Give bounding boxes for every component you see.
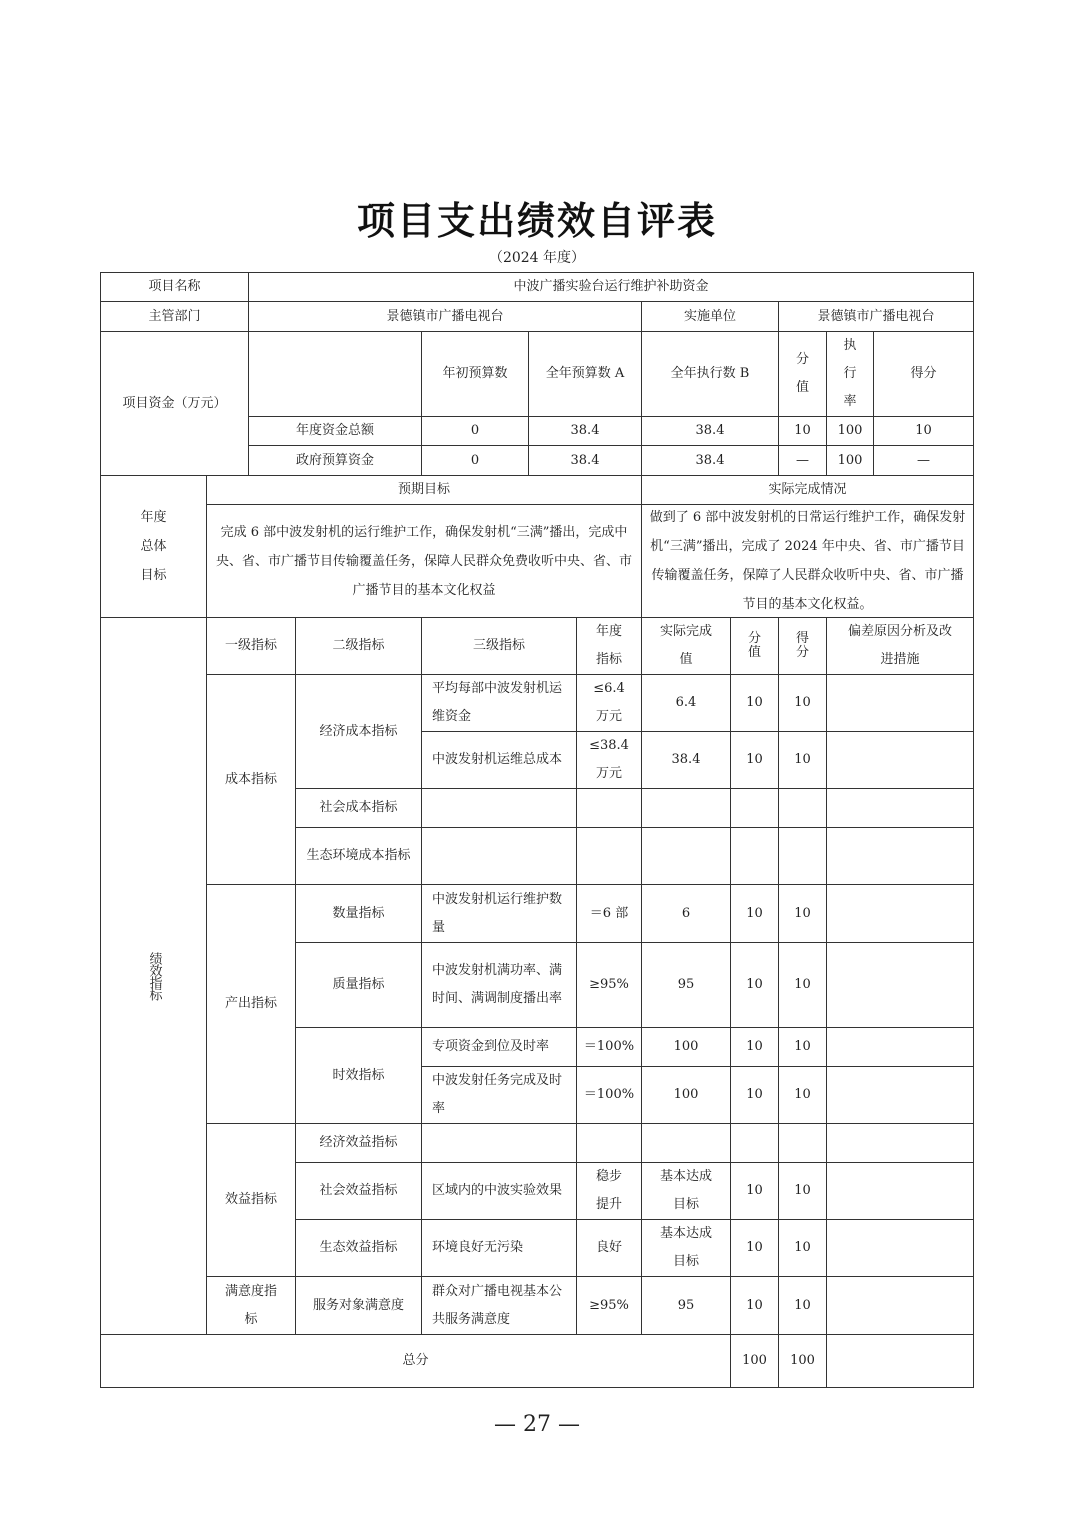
l3-cell: 环境良好无污染 — [421, 1219, 577, 1277]
l3-cell: 中波发射任务完成及时率 — [421, 1066, 577, 1124]
l2-eco-cost: 生态环境成本指标 — [295, 827, 422, 885]
score-cell-empty — [778, 788, 827, 828]
value-cell: 10 — [730, 1219, 779, 1277]
analysis-cell — [826, 731, 974, 789]
actual-cell: 95 — [641, 1276, 731, 1335]
ind-header-l2: 二级指标 — [295, 617, 422, 675]
score-cell: 10 — [778, 1027, 827, 1067]
l3-cell: 区域内的中波实验效果 — [421, 1162, 577, 1220]
l2-economic-cost: 经济成本指标 — [295, 674, 422, 789]
impl-value: 景德镇市广播电视台 — [778, 301, 974, 332]
score-cell: 10 — [778, 731, 827, 789]
funds-row-total-executed: 38.4 — [641, 416, 779, 446]
l2-social-cost: 社会成本指标 — [295, 788, 422, 828]
value-cell: 10 — [730, 884, 779, 943]
value-cell: 10 — [730, 1276, 779, 1335]
actual-cell: 100 — [641, 1027, 731, 1067]
score-cell: 10 — [778, 674, 827, 732]
ind-header-l1: 一级指标 — [206, 617, 296, 675]
value-cell: 10 — [730, 1066, 779, 1124]
actual-cell-empty — [641, 788, 731, 828]
analysis-cell — [826, 1066, 974, 1124]
analysis-cell-empty — [826, 788, 974, 828]
funds-row-gov-name: 政府预算资金 — [248, 445, 422, 476]
actual-cell: 基本达成目标 — [641, 1219, 731, 1277]
score-cell: 10 — [778, 1162, 827, 1220]
l2-social-benefit: 社会效益指标 — [295, 1162, 422, 1220]
funds-row-gov-annual: 38.4 — [528, 445, 642, 476]
score-cell: 10 — [778, 1276, 827, 1335]
score-cell: 10 — [778, 884, 827, 943]
target-cell: ≥95% — [576, 1276, 642, 1335]
l1-output: 产出指标 — [206, 884, 296, 1124]
l2-timeliness: 时效指标 — [295, 1027, 422, 1124]
project-name-label: 项目名称 — [100, 272, 249, 302]
total-label: 总分 — [100, 1334, 731, 1388]
l2-eco-benefit: 生态效益指标 — [295, 1219, 422, 1277]
target-cell: 稳步提升 — [576, 1162, 642, 1220]
goals-expected-label: 预期目标 — [206, 475, 642, 505]
analysis-cell — [826, 1219, 974, 1277]
l1-satisfaction: 满意度指标 — [206, 1276, 296, 1335]
target-cell: ≤38.4 万元 — [576, 731, 642, 789]
funds-row-total-score: 10 — [873, 416, 974, 446]
value-cell-empty — [730, 827, 779, 885]
impl-label: 实施单位 — [641, 301, 779, 332]
value-cell: 10 — [730, 1027, 779, 1067]
actual-cell-empty — [641, 1123, 731, 1163]
l3-cell: 专项资金到位及时率 — [421, 1027, 577, 1067]
l3-cell-empty — [421, 788, 577, 828]
funds-header-executed: 全年执行数 B — [641, 331, 779, 417]
funds-header-annual: 全年预算数 A — [528, 331, 642, 417]
funds-header-score-value: 分值 — [778, 331, 827, 417]
analysis-cell-empty — [826, 827, 974, 885]
funds-header-initial: 年初预算数 — [421, 331, 529, 417]
score-cell-empty — [778, 1123, 827, 1163]
indicators-label — [100, 617, 207, 1335]
page-number: — 27 — — [494, 1412, 580, 1437]
dept-value: 景德镇市广播电视台 — [248, 301, 642, 332]
actual-cell: 100 — [641, 1066, 731, 1124]
l3-cell-empty — [421, 1123, 577, 1163]
value-cell-empty — [730, 1123, 779, 1163]
target-cell: ≤6.4 万元 — [576, 674, 642, 732]
funds-header-score: 得分 — [873, 331, 974, 417]
target-cell: 良好 — [576, 1219, 642, 1277]
year-subtitle: （2024 年度） — [488, 250, 586, 266]
score-cell: 10 — [778, 942, 827, 1028]
ind-header-actual: 实际完成值 — [641, 617, 731, 675]
funds-label: 项目资金（万元） — [100, 331, 249, 476]
l3-cell: 中波发射机满功率、满时间、满调制度播出率 — [421, 942, 577, 1028]
ind-header-analysis: 偏差原因分析及改进措施 — [826, 617, 974, 675]
analysis-cell-empty — [826, 1123, 974, 1163]
l3-cell-empty — [421, 827, 577, 885]
funds-row-total-initial: 0 — [421, 416, 529, 446]
value-cell: 10 — [730, 942, 779, 1028]
target-cell: ≥95% — [576, 942, 642, 1028]
l3-cell: 中波发射机运行维护数量 — [421, 884, 577, 943]
funds-row-gov-score: — — [873, 445, 974, 476]
actual-cell: 基本达成目标 — [641, 1162, 731, 1220]
value-cell-empty — [730, 788, 779, 828]
dept-label: 主管部门 — [100, 301, 249, 332]
funds-row-gov-executed: 38.4 — [641, 445, 779, 476]
l1-cost: 成本指标 — [206, 674, 296, 885]
target-cell-empty — [576, 827, 642, 885]
funds-row-total-rate: 100 — [826, 416, 874, 446]
actual-cell: 95 — [641, 942, 731, 1028]
funds-row-gov-rate: 100 — [826, 445, 874, 476]
ind-header-value: 分值 — [730, 617, 779, 675]
l3-cell: 平均每部中波发射机运维资金 — [421, 674, 577, 732]
value-cell: 10 — [730, 674, 779, 732]
funds-row-gov-initial: 0 — [421, 445, 529, 476]
value-cell: 10 — [730, 731, 779, 789]
funds-row-total-annual: 38.4 — [528, 416, 642, 446]
page-title: 项目支出绩效自评表 — [356, 199, 717, 243]
ind-header-target: 年度指标 — [576, 617, 642, 675]
target-cell-empty — [576, 788, 642, 828]
actual-cell: 6.4 — [641, 674, 731, 732]
analysis-cell — [826, 884, 974, 943]
project-name-value: 中波广播实验台运行维护补助资金 — [248, 272, 974, 302]
value-cell: 10 — [730, 1162, 779, 1220]
analysis-cell — [826, 1027, 974, 1067]
score-cell: 10 — [778, 1066, 827, 1124]
analysis-cell — [826, 942, 974, 1028]
target-cell-empty — [576, 1123, 642, 1163]
target-cell: ＝100% — [576, 1066, 642, 1124]
total-analysis — [826, 1334, 974, 1388]
indicators-label-text: 绩效指标 — [146, 952, 162, 1000]
actual-cell: 6 — [641, 884, 731, 943]
funds-header-rate: 执行率 — [826, 331, 874, 417]
funds-header-blank — [248, 331, 422, 417]
funds-row-gov-score-value: — — [778, 445, 827, 476]
l3-cell: 中波发射机运维总成本 — [421, 731, 577, 789]
goals-expected-text: 完成 6 部中波发射机的运行维护工作，确保发射机“三满”播出，完成中央、省、市广播节目传输覆盖任务，保障人民群众免费收听中央、省、市广播节目的基本文化权益 — [206, 504, 642, 618]
ind-header-score: 得分 — [778, 617, 827, 675]
l3-cell: 群众对广播电视基本公共服务满意度 — [421, 1276, 577, 1335]
l2-service-satisfaction: 服务对象满意度 — [295, 1276, 422, 1335]
l2-quality: 质量指标 — [295, 942, 422, 1028]
l1-benefit: 效益指标 — [206, 1123, 296, 1277]
l2-economic-benefit: 经济效益指标 — [295, 1123, 422, 1163]
goals-actual-text: 做到了 6 部中波发射机的日常运行维护工作，确保发射机“三满”播出，完成了 2024 年中央、省、市广播节目传输覆盖任务，保障了人民群众收听中央、省、市广播节目的基本文化权益。 — [641, 504, 974, 618]
target-cell: ＝100% — [576, 1027, 642, 1067]
analysis-cell — [826, 1276, 974, 1335]
score-cell: 10 — [778, 1219, 827, 1277]
total-score: 100 — [778, 1334, 827, 1388]
analysis-cell — [826, 674, 974, 732]
total-value: 100 — [730, 1334, 779, 1388]
goals-actual-label: 实际完成情况 — [641, 475, 974, 505]
ind-header-l3: 三级指标 — [421, 617, 577, 675]
goals-label: 年度总体目标 — [100, 475, 207, 618]
analysis-cell — [826, 1162, 974, 1220]
actual-cell: 38.4 — [641, 731, 731, 789]
funds-row-total-name: 年度资金总额 — [248, 416, 422, 446]
target-cell: ＝6 部 — [576, 884, 642, 943]
l2-quantity: 数量指标 — [295, 884, 422, 943]
score-cell-empty — [778, 827, 827, 885]
funds-row-total-score-value: 10 — [778, 416, 827, 446]
actual-cell-empty — [641, 827, 731, 885]
